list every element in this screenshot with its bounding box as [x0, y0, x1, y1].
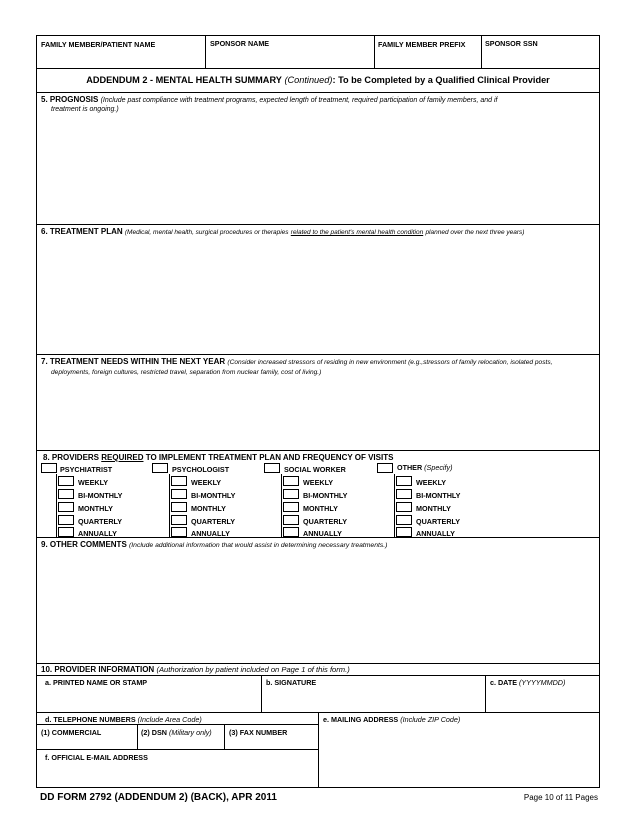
psychiatrist-bimonthly-label: BI-MONTHLY: [78, 491, 123, 500]
divider: [169, 474, 170, 537]
dsn-phone-field[interactable]: [139, 737, 222, 748]
sponsor-ssn-field[interactable]: [483, 50, 598, 67]
psychologist-bimonthly-label: BI-MONTHLY: [191, 491, 236, 500]
divider: [374, 35, 375, 68]
social-worker-weekly-checkbox[interactable]: [283, 476, 299, 486]
psychiatrist-weekly-label: WEEKLY: [78, 478, 109, 487]
divider: [318, 712, 319, 788]
social-worker-annually-checkbox[interactable]: [283, 527, 299, 537]
social-worker-quarterly-checkbox[interactable]: [283, 515, 299, 525]
divider: [36, 354, 600, 355]
other-bimonthly-label: BI-MONTHLY: [416, 491, 461, 500]
other-weekly-checkbox[interactable]: [396, 476, 412, 486]
date-field[interactable]: [487, 688, 598, 711]
social-worker-annually-label: ANNUALLY: [303, 529, 342, 538]
dsn-label-text: (2) DSN: [141, 728, 167, 737]
psychologist-quarterly-checkbox[interactable]: [171, 515, 187, 525]
divider: [224, 724, 225, 749]
treatment-plan-instruction-underlined: related to the patient's mental health condition: [290, 229, 424, 236]
title-continued: (Continued): [284, 75, 333, 85]
printed-name-field[interactable]: [38, 688, 259, 711]
psychiatrist-bimonthly-checkbox[interactable]: [58, 489, 74, 499]
psychiatrist-monthly-label: MONTHLY: [78, 504, 113, 513]
family-member-patient-name-field[interactable]: [38, 50, 203, 67]
other-bimonthly-checkbox[interactable]: [396, 489, 412, 499]
social-worker-weekly-label: WEEKLY: [303, 478, 334, 487]
other-checkbox[interactable]: [377, 463, 393, 473]
other-specify-hint: (Specify): [424, 463, 453, 472]
divider: [36, 537, 600, 538]
psychologist-label: PSYCHOLOGIST: [172, 465, 230, 474]
provider-info-instruction: (Authorization by patient included on Page 1 of this form.): [156, 665, 350, 674]
provider-info-label: 10. PROVIDER INFORMATION: [41, 665, 155, 674]
dsn-label: [141, 728, 212, 737]
family-member-prefix-label: FAMILY MEMBER PREFIX: [378, 40, 466, 49]
psychologist-weekly-label: WEEKLY: [191, 478, 222, 487]
fax-label: (3) FAX NUMBER: [229, 728, 288, 737]
divider: [36, 92, 600, 93]
providers-label: 8. PROVIDERS: [43, 453, 100, 462]
other-quarterly-label: QUARTERLY: [416, 517, 461, 526]
psychologist-monthly-checkbox[interactable]: [171, 502, 187, 512]
psychiatrist-annually-label: ANNUALLY: [78, 529, 117, 538]
divider: [205, 35, 206, 68]
psychologist-quarterly-label: QUARTERLY: [191, 517, 236, 526]
sponsor-ssn-label: SPONSOR SSN: [485, 39, 538, 48]
mailing-address-hint: (Include ZIP Code): [400, 715, 461, 724]
page-number: Page 10 of 11 Pages: [523, 793, 598, 802]
psychologist-bimonthly-checkbox[interactable]: [171, 489, 187, 499]
psychiatrist-weekly-checkbox[interactable]: [58, 476, 74, 486]
divider: [481, 35, 482, 68]
divider: [261, 675, 262, 712]
divider: [485, 675, 486, 712]
psychiatrist-annually-checkbox[interactable]: [58, 527, 74, 537]
telephone-hint: (Include Area Code): [137, 715, 202, 724]
psychiatrist-monthly-checkbox[interactable]: [58, 502, 74, 512]
commercial-label: (1) COMMERCIAL: [41, 728, 102, 737]
other-comments-field[interactable]: [38, 551, 598, 662]
psychologist-monthly-label: MONTHLY: [191, 504, 226, 513]
form-identifier: DD FORM 2792 (ADDENDUM 2) (BACK), APR 2011: [40, 792, 277, 803]
divider: [36, 68, 600, 69]
telephone-label: [45, 715, 202, 724]
prognosis-heading: [41, 95, 497, 104]
family-member-patient-name-label: FAMILY MEMBER/PATIENT NAME: [41, 40, 156, 49]
family-member-prefix-field[interactable]: [376, 50, 479, 67]
other-quarterly-checkbox[interactable]: [396, 515, 412, 525]
mailing-address-field[interactable]: [320, 725, 598, 786]
title-main: ADDENDUM 2 - MENTAL HEALTH SUMMARY: [86, 75, 282, 85]
sponsor-name-field[interactable]: [207, 50, 372, 67]
mailing-address-label-text: e. MAILING ADDRESS: [323, 715, 399, 724]
psychiatrist-checkbox[interactable]: [41, 463, 57, 473]
treatment-needs-instruction-cont: deployments, foreign cultures, restricted travel, separation from nuclear family, cost of living.): [51, 369, 322, 376]
treatment-plan-instruction: (Medical, mental health, surgical procedures or therapies: [124, 229, 289, 236]
other-annually-label: ANNUALLY: [416, 529, 455, 538]
other-monthly-checkbox[interactable]: [396, 502, 412, 512]
treatment-needs-heading: [41, 357, 552, 366]
providers-heading: [43, 453, 393, 462]
signature-field[interactable]: [263, 688, 483, 711]
divider: [137, 724, 138, 749]
date-format-hint: (YYYYMMDD): [519, 678, 566, 687]
sponsor-name-label: SPONSOR NAME: [210, 39, 270, 48]
date-label: [490, 678, 565, 687]
divider: [394, 474, 395, 537]
psychiatrist-quarterly-checkbox[interactable]: [58, 515, 74, 525]
divider: [56, 474, 57, 537]
provider-info-heading: [41, 665, 350, 674]
prognosis-instruction-cont: treatment is ongoing.): [51, 106, 119, 113]
other-comments-instruction: (Include additional information that would assist in determining necessary treatments.): [129, 542, 388, 549]
treatment-plan-label: 6. TREATMENT PLAN: [41, 227, 123, 236]
prognosis-label: 5. PROGNOSIS: [41, 95, 99, 104]
title-tail: : To be Completed by a Qualified Clinical Provider: [332, 75, 550, 85]
divider: [281, 474, 282, 537]
divider: [36, 450, 600, 451]
other-annually-checkbox[interactable]: [396, 527, 412, 537]
treatment-plan-field[interactable]: [38, 238, 598, 353]
treatment-plan-instruction-end: planned over the next three years): [425, 229, 525, 236]
providers-label-end: TO IMPLEMENT TREATMENT PLAN AND FREQUENCY OF VISITS: [145, 453, 394, 462]
divider: [36, 749, 318, 750]
social-worker-quarterly-label: QUARTERLY: [303, 517, 348, 526]
other-weekly-label: WEEKLY: [416, 478, 447, 487]
divider: [36, 663, 600, 664]
social-worker-monthly-checkbox[interactable]: [283, 502, 299, 512]
psychologist-annually-checkbox[interactable]: [171, 527, 187, 537]
dsn-hint: (Military only): [168, 728, 212, 737]
social-worker-checkbox[interactable]: [264, 463, 280, 473]
divider: [36, 224, 600, 225]
other-monthly-label: MONTHLY: [416, 504, 451, 513]
date-label-text: c. DATE: [490, 678, 518, 687]
social-worker-bimonthly-label: BI-MONTHLY: [303, 491, 348, 500]
providers-required: REQUIRED: [101, 453, 144, 462]
divider: [36, 675, 600, 676]
treatment-needs-instruction: (Consider increased stressors of residing in new environment (e.g.,stressors of family relocation, isolated posts,: [227, 359, 553, 366]
email-label: f. OFFICIAL E-MAIL ADDRESS: [45, 753, 148, 762]
treatment-needs-field[interactable]: [38, 380, 598, 449]
treatment-plan-heading: [41, 227, 524, 236]
mailing-address-label: [323, 715, 460, 724]
social-worker-monthly-label: MONTHLY: [303, 504, 338, 513]
treatment-needs-label: 7. TREATMENT NEEDS WITHIN THE NEXT YEAR: [41, 357, 226, 366]
fax-number-field[interactable]: [226, 737, 316, 748]
psychiatrist-label: PSYCHIATRIST: [60, 465, 113, 474]
divider: [36, 724, 318, 725]
page-title: [36, 75, 600, 85]
prognosis-field[interactable]: [38, 116, 598, 223]
printed-name-label: a. PRINTED NAME OR STAMP: [45, 678, 148, 687]
other-comments-heading: [41, 540, 387, 549]
social-worker-bimonthly-checkbox[interactable]: [283, 489, 299, 499]
psychologist-checkbox[interactable]: [152, 463, 168, 473]
psychiatrist-quarterly-label: QUARTERLY: [78, 517, 123, 526]
social-worker-label: SOCIAL WORKER: [284, 465, 346, 474]
psychologist-weekly-checkbox[interactable]: [171, 476, 187, 486]
telephone-label-text: d. TELEPHONE NUMBERS: [45, 715, 136, 724]
other-comments-label: 9. OTHER COMMENTS: [41, 540, 127, 549]
commercial-phone-field[interactable]: [38, 737, 135, 748]
prognosis-instruction: (Include past compliance with treatment programs, expected length of treatment, required participation of family members, and if: [100, 97, 498, 104]
other-label: [397, 463, 453, 472]
other-label-text: OTHER: [397, 463, 423, 472]
signature-label: b. SIGNATURE: [266, 678, 317, 687]
email-field[interactable]: [38, 763, 316, 786]
psychologist-annually-label: ANNUALLY: [191, 529, 230, 538]
